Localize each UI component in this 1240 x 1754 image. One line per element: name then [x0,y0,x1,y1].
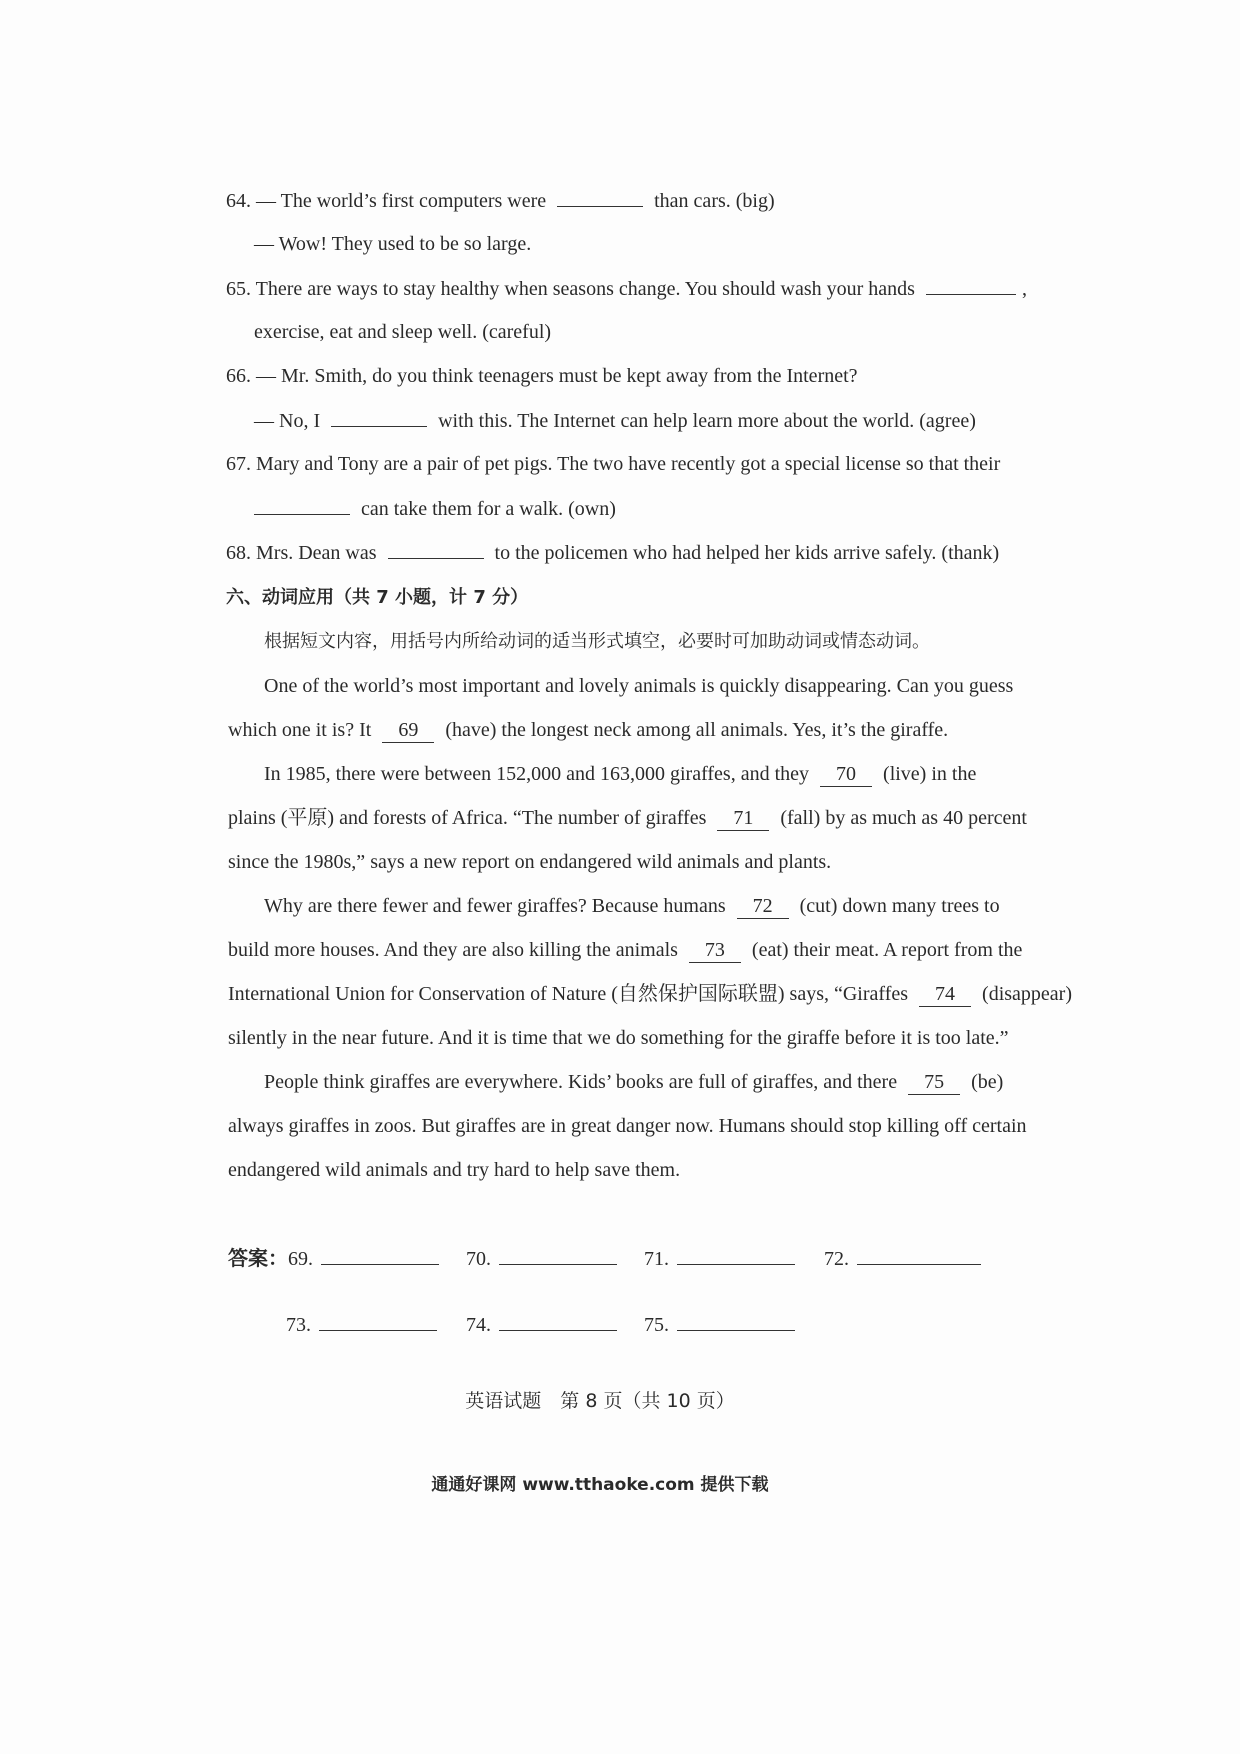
question-65: 65. There are ways to stay healthy when seasons change. You should wash your hands , [226,274,1240,303]
passage-line: always giraffes in zoos. But giraffes are in great danger now. Humans should stop killing off certain [228,1115,1027,1137]
answer-blank-65[interactable] [926,274,1016,295]
passage-line: build more houses. And they are also killing the animals 73 (eat) their meat. A report from the [228,939,1023,961]
blank-72[interactable]: 72 [737,894,789,919]
section-title: 六、动词应用（共 7 小题，计 7 分） [226,587,529,608]
answer-blank-67[interactable] [254,494,350,515]
answer-field-72[interactable] [857,1244,981,1265]
question-64-reply: — Wow! They used to be so large. [254,233,532,255]
passage-line: One of the world’s most important and lovely animals is quickly disappearing. Can you guess [264,675,1014,697]
question-67-cont: can take them for a walk. (own) [254,494,1240,523]
blank-71[interactable]: 71 [717,806,769,831]
passage-line: People think giraffes are everywhere. Kids’ books are full of giraffes, and there 75 (be) [264,1071,1004,1093]
passage-line: International Union for Conservation of Nature (自然保护国际联盟) says, “Giraffes 74 (disappear) [228,983,1072,1005]
answer-blank-68[interactable] [388,538,484,559]
answer-blank-66[interactable] [331,406,427,427]
answer-item-75: 75. [644,1310,795,1339]
section-instruction: 根据短文内容，用括号内所给动词的适当形式填空，必要时可加助动词或情态动词。 [264,631,930,652]
passage-line: silently in the near future. And it is time that we do something for the giraffe before it is too late.” [228,1027,1009,1049]
passage-line: which one it is? It 69 (have) the longest neck among all animals. Yes, it’s the giraffe. [228,719,949,741]
answer-field-70[interactable] [499,1244,617,1265]
passage-line: plains (平原) and forests of Africa. “The number of giraffes 71 (fall) by as much as 40 percent [228,807,1027,829]
blank-73[interactable]: 73 [689,938,741,963]
answer-row-1: 答案：69. [228,1244,439,1273]
answer-item-70: 70. [466,1244,617,1273]
answer-item-71: 71. [644,1244,795,1273]
blank-75[interactable]: 75 [908,1070,960,1095]
passage-line: since the 1980s,” says a new report on endangered wild animals and plants. [228,851,832,873]
question-65-cont: exercise, eat and sleep well. (careful) [254,321,552,343]
answer-field-69[interactable] [321,1244,439,1265]
blank-74[interactable]: 74 [919,982,971,1007]
question-66: 66. — Mr. Smith, do you think teenagers must be kept away from the Internet? [226,365,858,387]
question-68: 68. Mrs. Dean was to the policemen who had helped her kids arrive safely. (thank) [226,538,1240,567]
answer-field-71[interactable] [677,1244,795,1265]
passage-line: In 1985, there were between 152,000 and 163,000 giraffes, and they 70 (live) in the [264,763,977,785]
question-66-reply: — No, I with this. The Internet can help learn more about the world. (agree) [254,406,1240,435]
answer-field-75[interactable] [677,1310,795,1331]
answer-item-74: 74. [466,1310,617,1339]
answer-field-73[interactable] [319,1310,437,1331]
passage-line: endangered wild animals and try hard to help save them. [228,1159,681,1181]
blank-69[interactable]: 69 [382,718,434,743]
answer-blank-64[interactable] [557,186,643,207]
blank-70[interactable]: 70 [820,762,872,787]
answer-field-74[interactable] [499,1310,617,1331]
answer-item-72: 72. [824,1244,981,1273]
answer-item-73: 73. [286,1310,437,1339]
passage-line: Why are there fewer and fewer giraffes? Because humans 72 (cut) down many trees to [264,895,1000,917]
source-watermark: 通通好课网 www.tthaoke.com 提供下载 [431,1475,769,1495]
question-67: 67. Mary and Tony are a pair of pet pigs. The two have recently got a special license so that their [226,453,1001,475]
page-footer: 英语试题 第 8 页（共 10 页） [465,1390,735,1412]
question-64: 64. — The world’s first computers were than cars. (big) [226,186,1240,215]
